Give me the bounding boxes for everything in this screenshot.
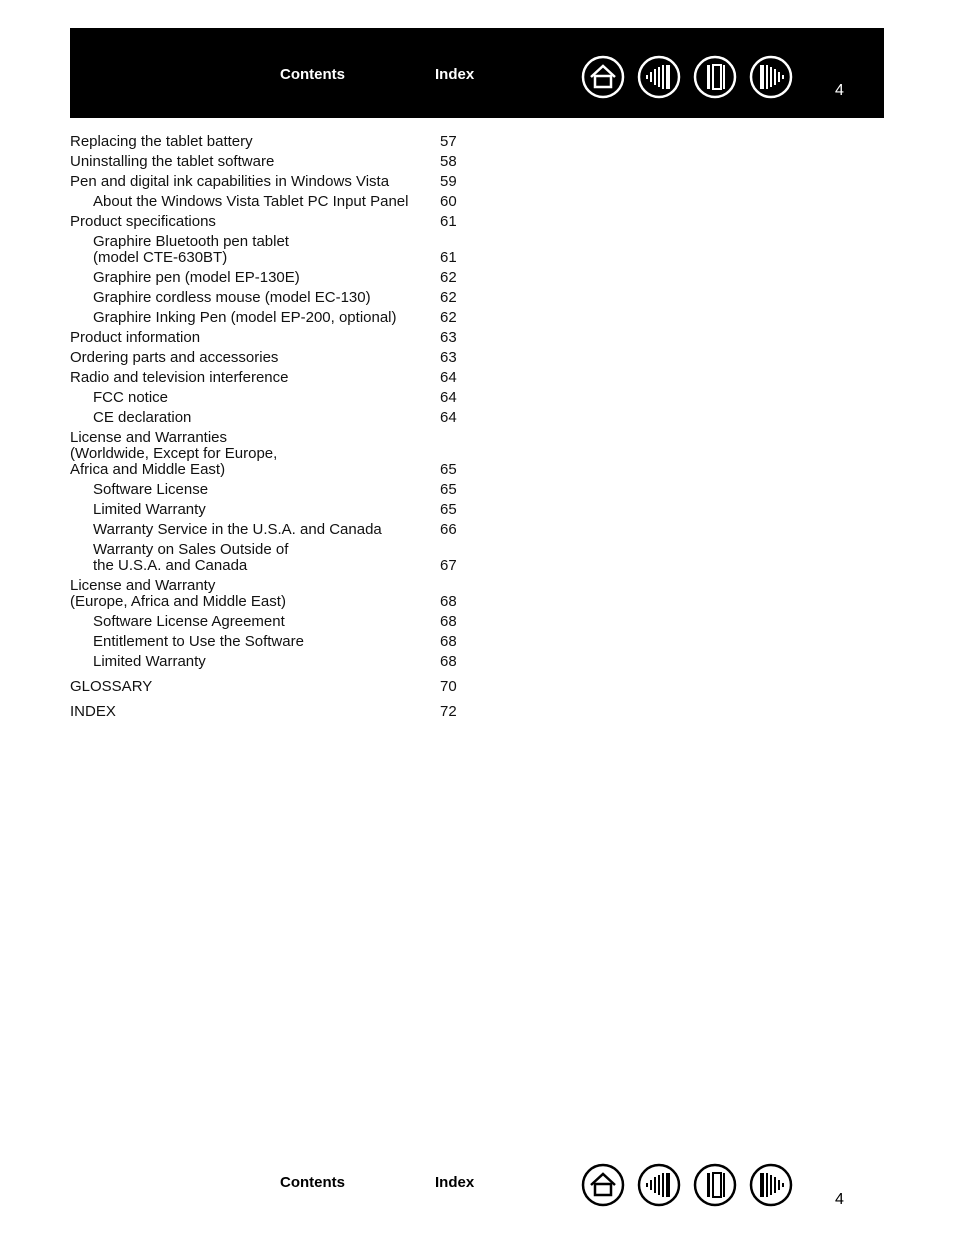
toc-entry-page: 68 <box>440 613 457 630</box>
toc-entry[interactable] <box>70 214 490 230</box>
toc-entry-page: 68 <box>440 593 457 610</box>
toc-entry[interactable] <box>70 330 490 346</box>
toc-entry-page: 60 <box>440 193 457 210</box>
toc-entry-title: FCC notice <box>93 389 169 406</box>
toc-entry-title: Software License Agreement <box>93 613 285 630</box>
toc-entry-title: Software License <box>93 481 209 498</box>
page-forward-icon[interactable] <box>749 55 793 99</box>
toc-entry-page: 57 <box>440 133 457 150</box>
toc-entry-title: Product specifications <box>70 213 216 230</box>
toc-entry-title: Limited Warranty <box>93 653 206 670</box>
toc-entry[interactable] <box>70 154 490 170</box>
toc-entry-title: License and Warranty (Europe, Africa and Middle East) <box>70 577 286 610</box>
index-link[interactable]: Index <box>435 66 475 83</box>
toc-entry[interactable] <box>70 270 490 286</box>
toc-entry-title: About the Windows Vista Tablet PC Input Panel <box>93 193 409 210</box>
toc-entry-page: 70 <box>440 678 457 695</box>
chapter-back-icon[interactable] <box>637 1163 681 1207</box>
page-back-icon[interactable] <box>693 55 737 99</box>
toc-entry-page: 66 <box>440 521 457 538</box>
toc-entry[interactable] <box>70 502 490 518</box>
home-icon[interactable] <box>581 1163 625 1207</box>
chapter-back-icon[interactable] <box>637 55 681 99</box>
toc-entry-page: 61 <box>440 249 457 266</box>
toc-entry-title: Warranty on Sales Outside of the U.S.A. and Canada <box>93 541 289 574</box>
toc-entry-page: 65 <box>440 501 457 518</box>
header-bar <box>70 28 884 118</box>
toc-entry-page: 62 <box>440 269 457 286</box>
contents-link[interactable]: Contents <box>280 1174 345 1191</box>
toc-entry-page: 68 <box>440 653 457 670</box>
toc-entry-page: 64 <box>440 409 457 426</box>
toc-entry[interactable] <box>70 234 490 266</box>
toc-entry[interactable] <box>70 390 490 406</box>
toc-entry-title: Ordering parts and accessories <box>70 349 279 366</box>
home-icon[interactable] <box>581 55 625 99</box>
toc-entry[interactable] <box>70 578 490 610</box>
toc-entry[interactable] <box>70 482 490 498</box>
toc-entry-title: License and Warranties (Worldwide, Except for Europe, Africa and Middle East) <box>70 429 278 478</box>
toc-entry[interactable] <box>70 174 490 190</box>
toc-entry-page: 64 <box>440 389 457 406</box>
toc-entry-page: 64 <box>440 369 457 386</box>
toc-entry-page: 58 <box>440 153 457 170</box>
toc-entry-title: Entitlement to Use the Software <box>93 633 304 650</box>
toc-entry[interactable] <box>70 542 490 574</box>
toc-entry-page: 63 <box>440 349 457 366</box>
toc-entry-page: 61 <box>440 213 457 230</box>
toc-entry[interactable] <box>70 522 490 538</box>
toc-entry[interactable] <box>70 350 490 366</box>
toc-entry-title: GLOSSARY <box>70 678 153 695</box>
page-back-icon[interactable] <box>693 1163 737 1207</box>
toc-entry-title: Pen and digital ink capabilities in Windows Vista <box>70 173 390 190</box>
toc-entry[interactable] <box>70 410 490 426</box>
toc-entry[interactable] <box>70 194 490 210</box>
contents-link[interactable]: Contents <box>280 66 345 83</box>
toc-entry[interactable] <box>70 430 490 478</box>
toc-entry[interactable] <box>70 679 490 695</box>
toc-entry[interactable] <box>70 704 490 720</box>
toc-entry-title: Graphire cordless mouse (model EC-130) <box>93 289 371 306</box>
toc-entry-title: INDEX <box>70 703 116 720</box>
toc-entry-page: 65 <box>440 461 457 478</box>
page-number: 4 <box>835 1191 844 1208</box>
toc-entry-title: Graphire Inking Pen (model EP-200, optional) <box>93 309 397 326</box>
toc-entry-page: 68 <box>440 633 457 650</box>
toc-entry-title: Product information <box>70 329 201 346</box>
toc-entry-title: Warranty Service in the U.S.A. and Canada <box>93 521 382 538</box>
toc-entry-title: Uninstalling the tablet software <box>70 153 275 170</box>
toc-entry-page: 62 <box>440 309 457 326</box>
toc-entry-page: 59 <box>440 173 457 190</box>
toc-entry[interactable] <box>70 634 490 650</box>
toc-entry-title: Replacing the tablet battery <box>70 133 253 150</box>
toc-entry-page: 63 <box>440 329 457 346</box>
page-forward-icon[interactable] <box>749 1163 793 1207</box>
toc-entry-title: Limited Warranty <box>93 501 206 518</box>
toc-entry[interactable] <box>70 614 490 630</box>
page-number: 4 <box>835 82 844 99</box>
toc-entry-page: 62 <box>440 289 457 306</box>
toc-entry-page: 72 <box>440 703 457 720</box>
toc-entry-title: Graphire pen (model EP-130E) <box>93 269 300 286</box>
toc-entry-page: 67 <box>440 557 457 574</box>
table-of-contents <box>70 134 490 720</box>
toc-entry-title: CE declaration <box>93 409 192 426</box>
toc-entry-title: Graphire Bluetooth pen tablet (model CTE-630BT) <box>93 233 289 266</box>
toc-entry-title: Radio and television interference <box>70 369 289 386</box>
toc-entry[interactable] <box>70 134 490 150</box>
footer-bar <box>70 1160 884 1220</box>
toc-entry[interactable] <box>70 310 490 326</box>
toc-entry-page: 65 <box>440 481 457 498</box>
index-link[interactable]: Index <box>435 1174 475 1191</box>
toc-entry[interactable] <box>70 370 490 386</box>
toc-entry[interactable] <box>70 290 490 306</box>
toc-entry[interactable] <box>70 654 490 670</box>
